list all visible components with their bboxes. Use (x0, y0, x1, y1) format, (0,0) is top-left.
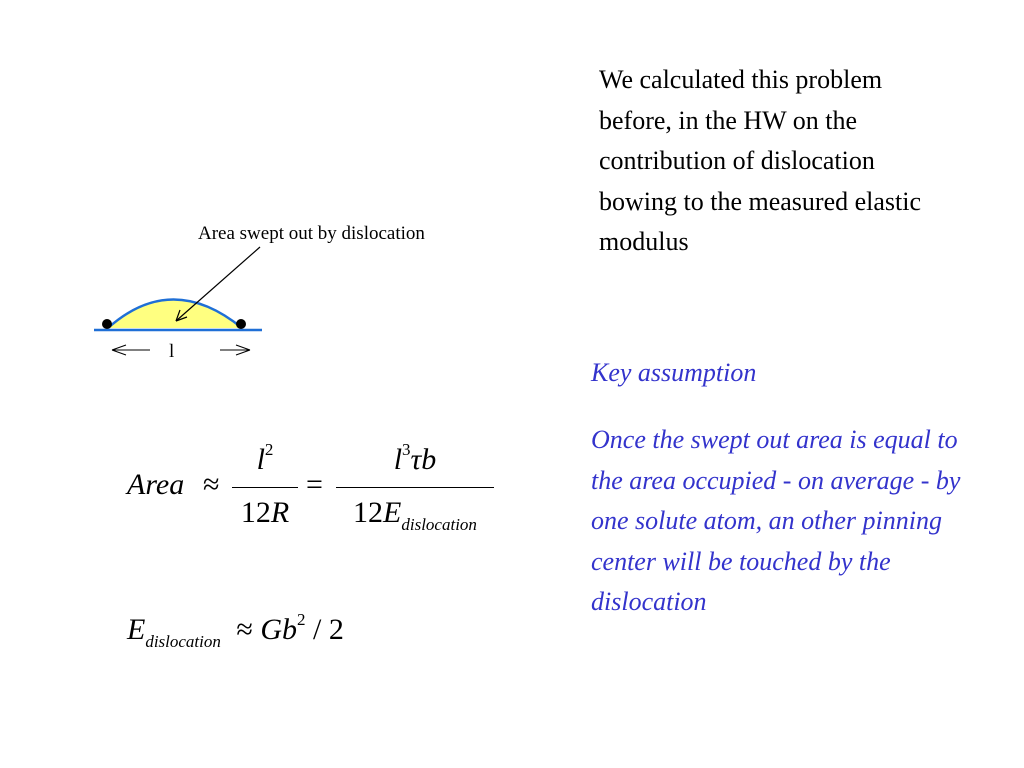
eq1-lhs: Area (127, 468, 185, 501)
key-assumption-heading: Key assumption (591, 358, 757, 387)
eq1-frac2-bar (336, 487, 494, 488)
eq2-lhs-var: E (127, 613, 146, 646)
eq1-frac1-numerator: l2 (256, 440, 274, 476)
key-assumption-text: Once the swept out area is equal to the area occupied - on average - by one solute atom, an other pinning center will be touched by the dislocation (591, 425, 961, 616)
length-label: l (169, 341, 175, 362)
dislocation-bowing-diagram (90, 215, 470, 365)
pinning-point-left (102, 319, 112, 329)
diagram-label: Area swept out by dislocation (198, 223, 425, 244)
pinning-point-right (236, 319, 246, 329)
dislocation-energy-equation (127, 610, 344, 652)
eq2-rhs-exp: 2 (297, 610, 306, 629)
eq1-equals: = (306, 468, 323, 501)
eq2-approx: ≈ (236, 613, 253, 646)
eq1-frac1-bar (232, 487, 298, 488)
eq2-rhs-var: Gb (260, 613, 298, 646)
eq1-frac1-denominator: 12R (240, 496, 290, 529)
explanation-note: We calculated this problem before, in the HW on the contribution of dislocation bowing to the measured elastic modulus (599, 65, 922, 256)
eq1-approx: ≈ (203, 468, 220, 501)
eq2-rhs-rest: / 2 (313, 613, 344, 646)
eq1-frac2-numerator: l3τb (393, 440, 437, 476)
pointer-arrow (176, 247, 260, 321)
eq1-frac2-denominator: 12Edislocation (353, 496, 477, 534)
eq2-lhs-sub: dislocation (145, 632, 221, 651)
